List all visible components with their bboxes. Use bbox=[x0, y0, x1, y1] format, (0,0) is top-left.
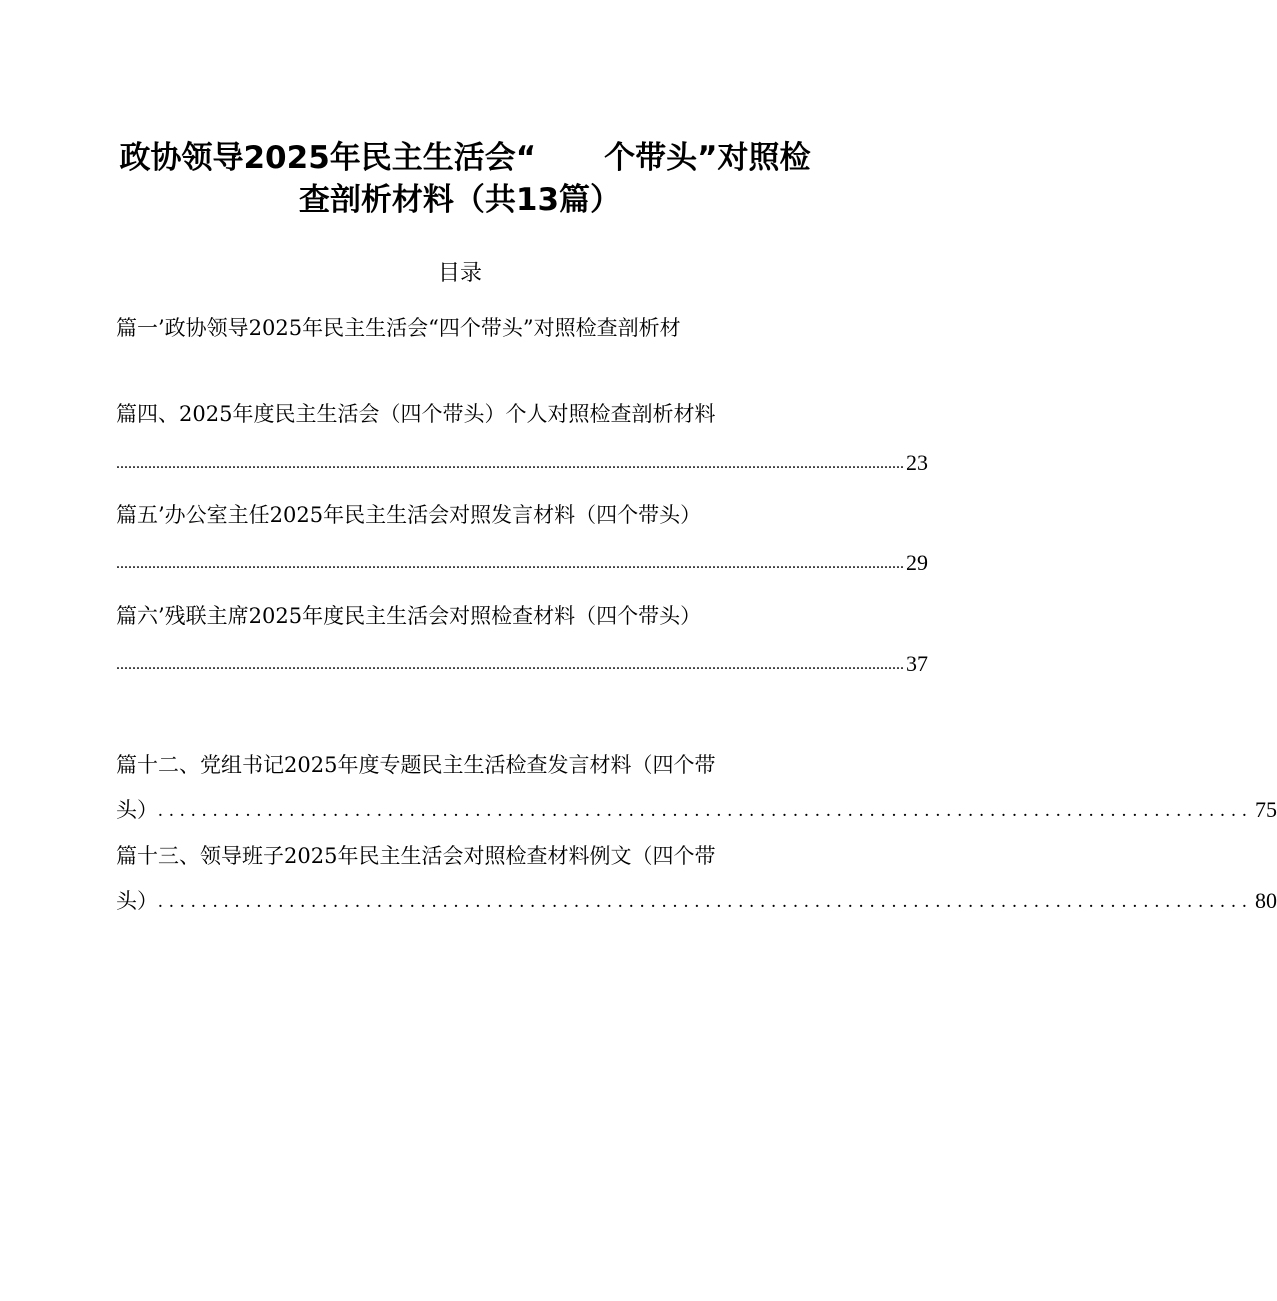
toc-entry-2-leader bbox=[116, 448, 928, 478]
toc-entry-6-continuation: 头） bbox=[116, 889, 158, 913]
toc-entry-6-text[interactable]: 篇十三、领导班子2025年民主生活会对照检查材料例文（四个带 bbox=[116, 844, 716, 868]
toc-entry-5-leader bbox=[116, 795, 1277, 825]
toc-heading: 目录 bbox=[437, 261, 482, 286]
toc-entry-5-continuation: 头） bbox=[116, 798, 158, 822]
leader-dots: ..................................................................................................................................................................................................... bbox=[116, 555, 904, 572]
toc-entry-3-page[interactable]: 29 bbox=[906, 550, 928, 575]
leader-dots: .................................................................................................... bbox=[158, 891, 1253, 912]
toc-entry-1-text[interactable]: 篇一’政协领导2025年民主生活会“四个带头”对照检查剖析材 bbox=[116, 316, 681, 340]
toc-entry-3-leader bbox=[116, 548, 928, 578]
toc-entry-4-text[interactable]: 篇六’残联主席2025年度民主生活会对照检查材料（四个带头） bbox=[116, 604, 702, 628]
toc-entry-5-page[interactable]: 75 bbox=[1255, 797, 1277, 822]
document-title-line-2: 查剖析材料（共13篇） bbox=[298, 182, 622, 218]
toc-entry-6-leader bbox=[116, 886, 1277, 916]
leader-dots: ..................................................................................................................................................................................................... bbox=[116, 656, 904, 673]
toc-entry-2-text[interactable]: 篇四、2025年度民主生活会（四个带头）个人对照检查剖析材料 bbox=[116, 402, 716, 426]
toc-entry-4-leader bbox=[116, 649, 928, 679]
leader-dots: ..................................................................................................................................................................................................... bbox=[116, 455, 904, 472]
leader-dots: .................................................................................................... bbox=[158, 800, 1253, 821]
title-part-1: 政协领导2025年民主生活会“ bbox=[119, 140, 537, 176]
document-title-line-1 bbox=[5, 138, 925, 178]
toc-entry-2-page[interactable]: 23 bbox=[906, 450, 928, 475]
title-part-2: 个带头”对照检 bbox=[604, 140, 811, 176]
toc-entry-6-page[interactable]: 80 bbox=[1255, 888, 1277, 913]
toc-entry-4-page[interactable]: 37 bbox=[906, 651, 928, 676]
toc-entry-3-text[interactable]: 篇五’办公室主任2025年民主生活会对照发言材料（四个带头） bbox=[116, 503, 702, 527]
toc-entry-5-text[interactable]: 篇十二、党组书记2025年度专题民主生活检查发言材料（四个带 bbox=[116, 753, 716, 777]
